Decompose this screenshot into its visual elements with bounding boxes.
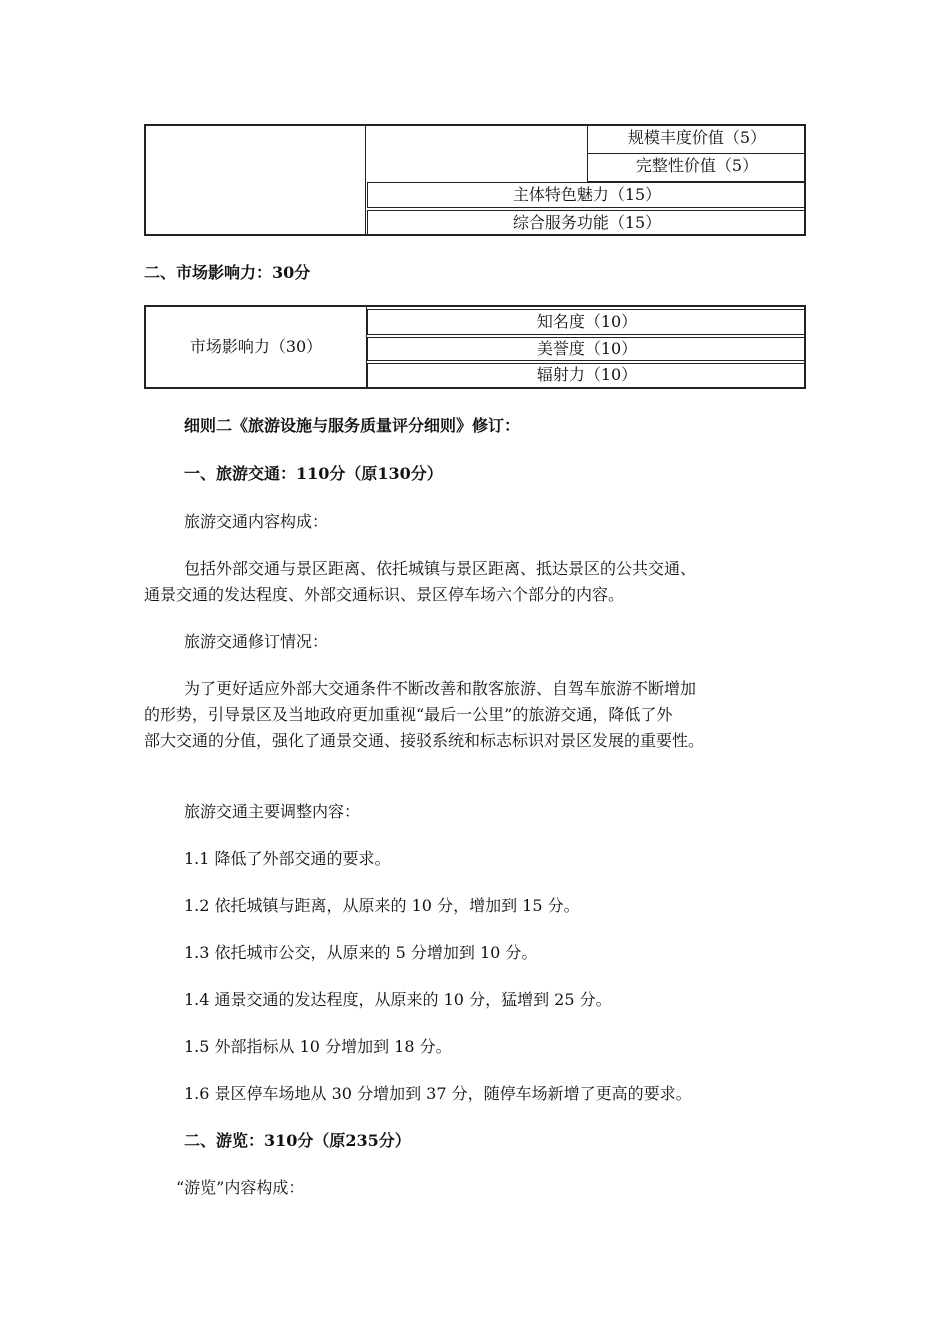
list-item: 1.3 依托城市公交，从原来的 5 分增加到 10 分。	[184, 943, 538, 962]
table-cell: 规模丰度价值（5）	[587, 126, 806, 154]
heading-market-influence: 二、市场影响力：30分	[144, 263, 311, 282]
table-cell: 知名度（10）	[367, 309, 806, 335]
table-cell: 完整性价值（5）	[587, 154, 806, 182]
table-cell: 综合服务功能（15）	[367, 210, 806, 234]
table-cell: 主体特色魅力（15）	[367, 182, 806, 208]
list-item: 1.4 通景交通的发达程度，从原来的 10 分，猛增到 25 分。	[184, 990, 612, 1009]
paragraph-line: 的形势，引导景区及当地政府更加重视“最后一公里”的旅游交通，降低了外	[144, 705, 673, 724]
section-title: 细则二《旅游设施与服务质量评分细则》修订：	[184, 416, 521, 435]
list-item: 1.1 降低了外部交通的要求。	[184, 849, 391, 868]
paragraph-line: 包括外部交通与景区距离、依托城镇与景区距离、抵达景区的公共交通、	[184, 559, 697, 578]
heading-tourism-traffic: 一、旅游交通：110分（原130分）	[184, 464, 443, 483]
table-divider	[365, 126, 366, 234]
list-item: 1.2 依托城镇与距离，从原来的 10 分，增加到 15 分。	[184, 896, 580, 915]
table-cell-category: 市场影响力（30）	[146, 307, 367, 387]
score-table-market-influence	[144, 305, 806, 389]
table-cell-empty	[367, 126, 587, 182]
score-table-resource-value	[144, 124, 806, 236]
table-cell: 辐射力（10）	[367, 363, 806, 387]
paragraph-line: 通景交通的发达程度、外部交通标识、景区停车场六个部分的内容。	[144, 585, 625, 604]
list-item: 1.5 外部指标从 10 分增加到 18 分。	[184, 1037, 452, 1056]
list-item: 1.6 景区停车场地从 30 分增加到 37 分，随停车场新增了更高的要求。	[184, 1084, 692, 1103]
paragraph-label: 旅游交通修订情况：	[184, 632, 329, 651]
paragraph-line: 为了更好适应外部大交通条件不断改善和散客旅游、自驾车旅游不断增加	[184, 679, 697, 698]
paragraph-label: “游览”内容构成：	[176, 1178, 305, 1197]
paragraph-label: 旅游交通内容构成：	[184, 512, 329, 531]
paragraph-label: 旅游交通主要调整内容：	[184, 802, 361, 821]
paragraph-line: 部大交通的分值，强化了通景交通、接驳系统和标志标识对景区发展的重要性。	[144, 731, 705, 750]
table-cell: 美誉度（10）	[367, 337, 806, 361]
heading-tour: 二、游览：310分（原235分）	[184, 1131, 411, 1150]
